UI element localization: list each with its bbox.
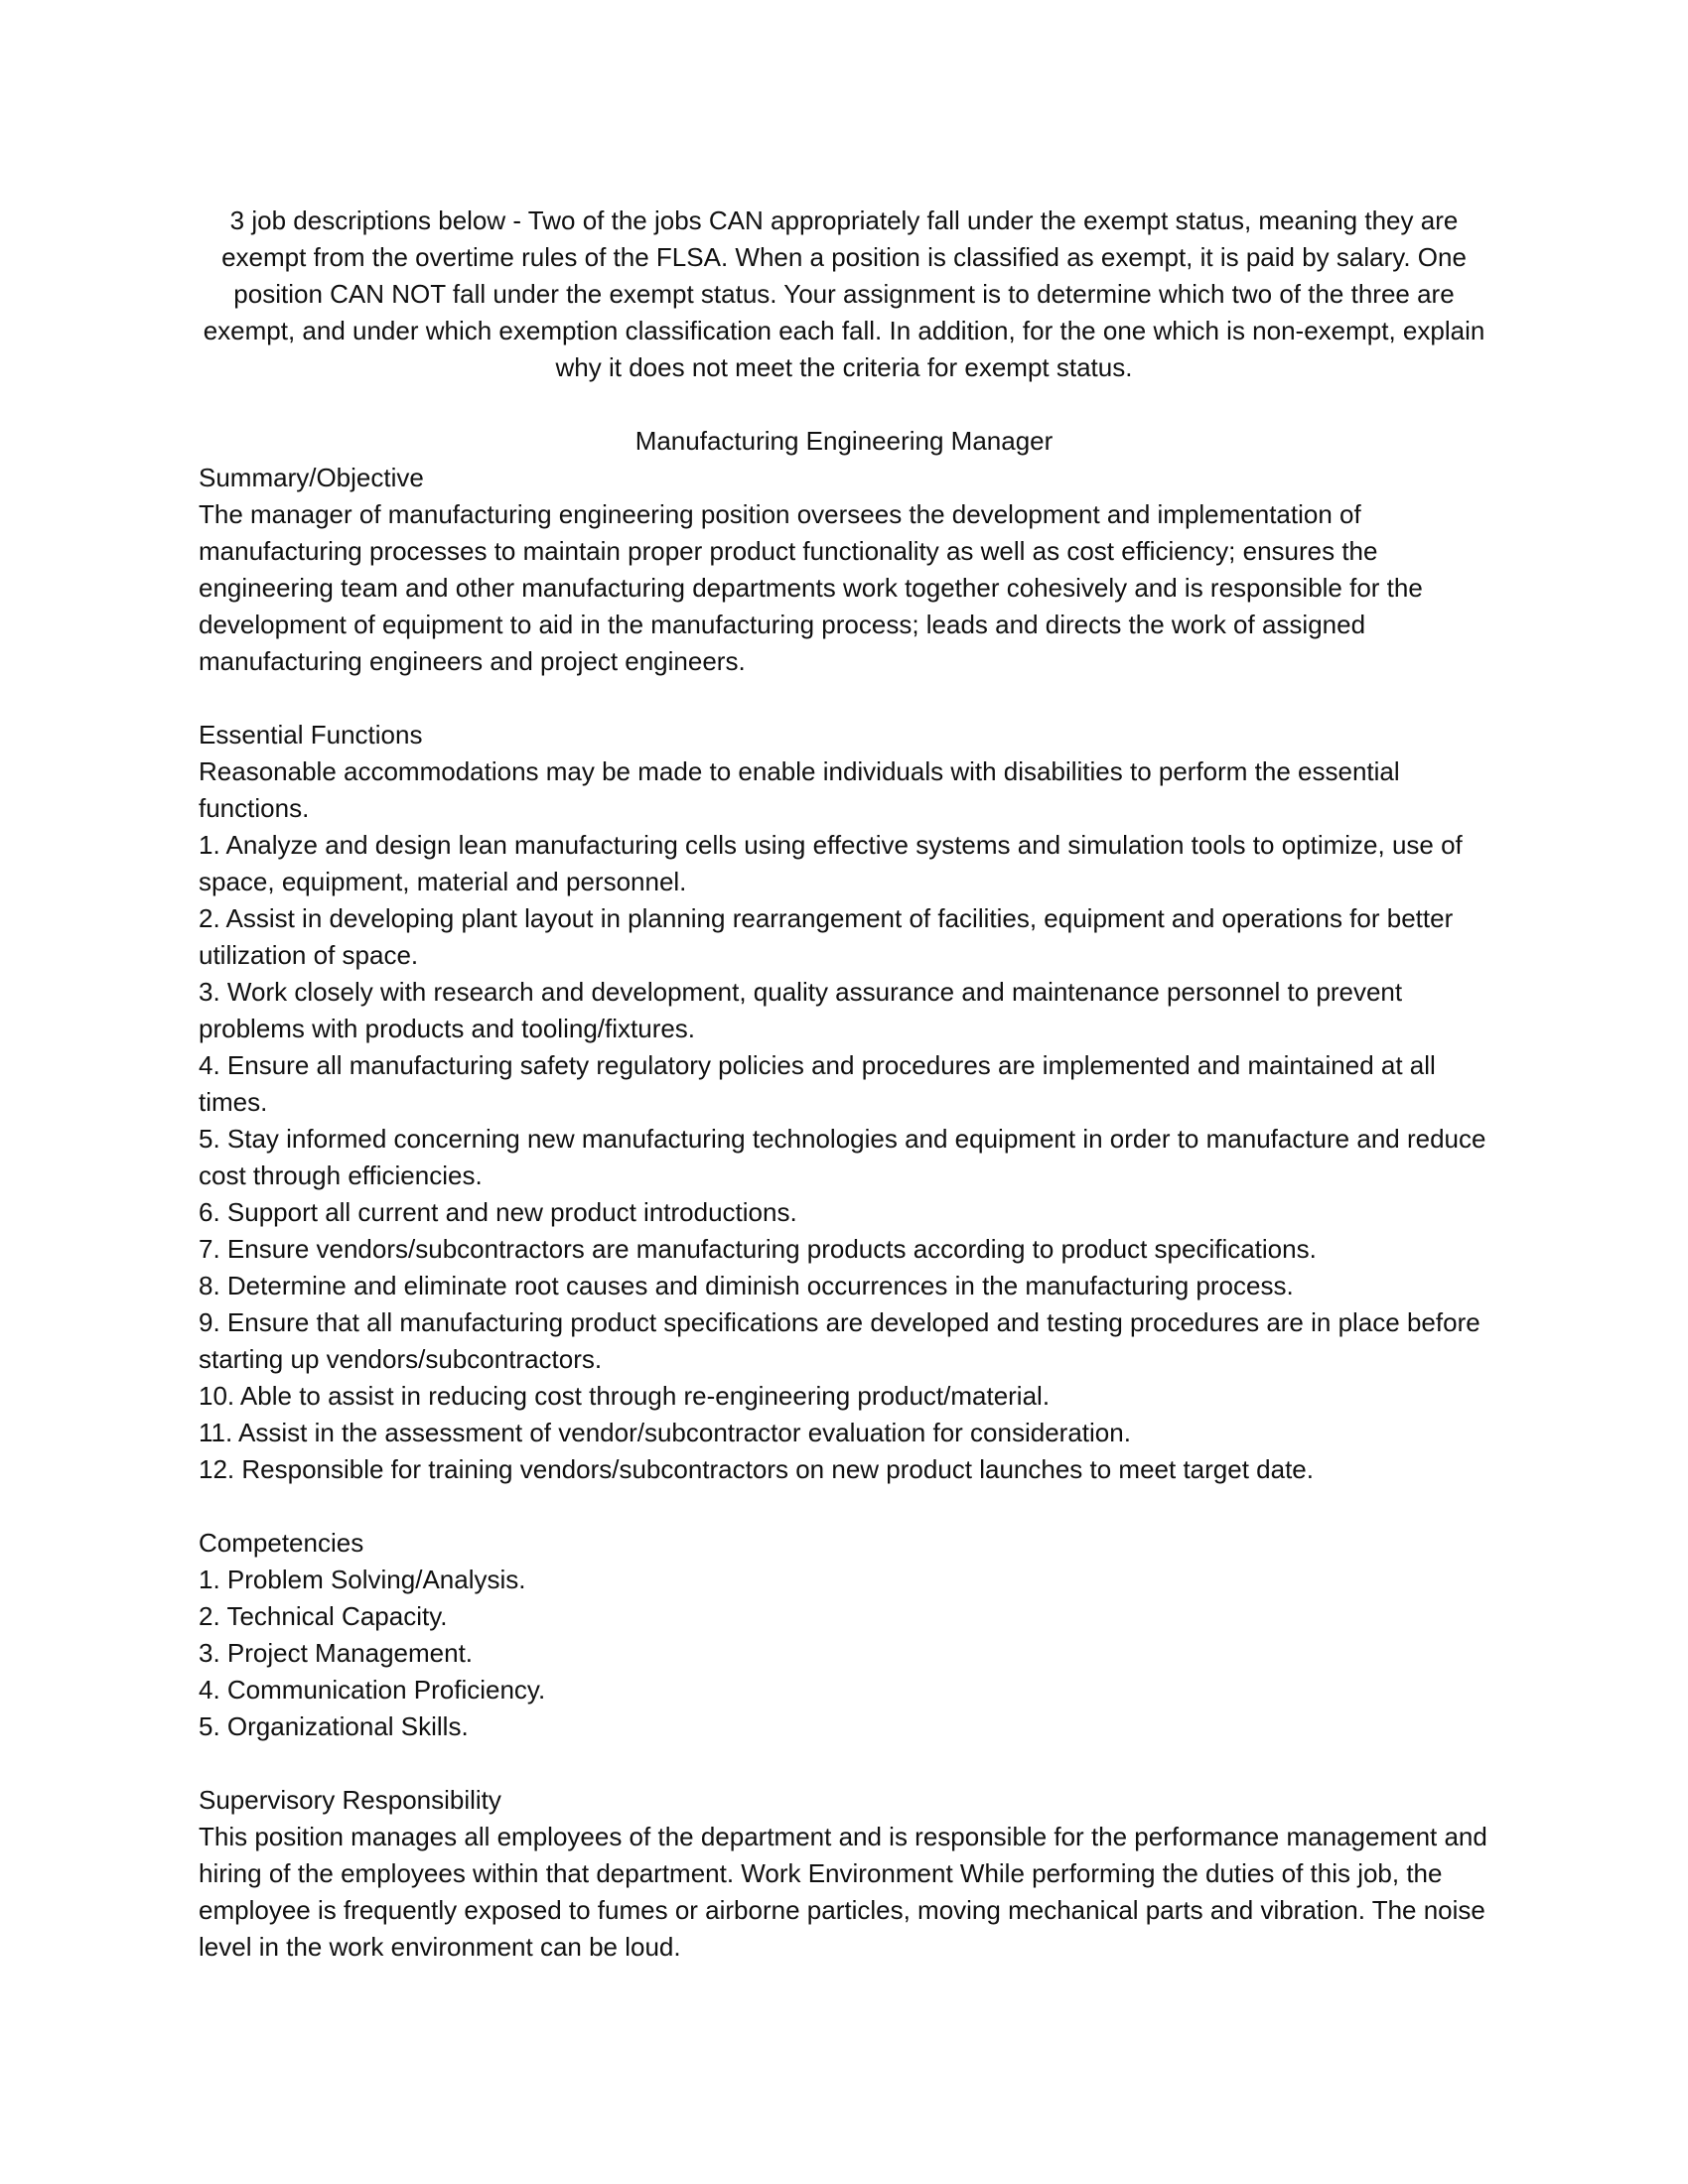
assignment-instructions: 3 job descriptions below - Two of the jobs CAN appropriately fall under the exempt status, meaning they are exempt from the overtime rules of the FLSA. When a position is classified as exempt, it is paid by salary. One position CAN NOT fall under the exempt status. Your assignment is to determine which two of the three are exempt, and under which exemption classification each fall. In addition, for the one which is non-exempt, explain why it does not meet the criteria for exempt status.: [203, 205, 1485, 382]
summary-text: The manager of manufacturing engineering position oversees the development and implementation of manufacturing processes to maintain proper product functionality as well as cost efficiency; ensures the engineering team and other manufacturing departments work together cohesively and is responsible for the development of equipment to aid in the manufacturing process; leads and directs the work of assigned manufacturing engineers and project engineers.: [199, 499, 1423, 676]
list-item: 4. Communication Proficiency.: [199, 1675, 546, 1705]
spacer: [199, 1745, 1489, 1782]
list-item: 12. Responsible for training vendors/subcontractors on new product launches to meet target date.: [199, 1454, 1314, 1484]
list-item: 10. Able to assist in reducing cost through re-engineering product/material.: [199, 1381, 1051, 1411]
competencies-list: [199, 1562, 1489, 1745]
accommodations-note: Reasonable accommodations may be made to enable individuals with disabilities to perform the essential functions.: [199, 756, 1400, 823]
spacer: [199, 1488, 1489, 1525]
summary-heading: Summary/Objective: [199, 463, 424, 492]
list-item: 6. Support all current and new product introductions.: [199, 1197, 797, 1227]
list-item: 3. Work closely with research and development, quality assurance and maintenance personnel to prevent problems with products and tooling/fixtures.: [199, 977, 1403, 1043]
list-item: 5. Organizational Skills.: [199, 1711, 469, 1741]
supervisory-text: This position manages all employees of the department and is responsible for the performance management and hiring of the employees within that department. Work Environment While performing the duties of this job, the employee is frequently exposed to fumes or airborne particles, moving mechanical parts and vibration. The noise level in the work environment can be loud.: [199, 1822, 1487, 1962]
document-page: [199, 203, 1489, 1966]
list-item: 1. Analyze and design lean manufacturing cells using effective systems and simulation tools to optimize, use of space, equipment, material and personnel.: [199, 830, 1463, 896]
spacer: [199, 680, 1489, 717]
supervisory-heading: Supervisory Responsibility: [199, 1785, 501, 1815]
list-item: 2. Technical Capacity.: [199, 1601, 448, 1631]
list-item: 7. Ensure vendors/subcontractors are manufacturing products according to product specifications.: [199, 1234, 1317, 1264]
list-item: 8. Determine and eliminate root causes and diminish occurrences in the manufacturing process.: [199, 1271, 1294, 1300]
list-item: 1. Problem Solving/Analysis.: [199, 1565, 526, 1594]
essential-functions-list: [199, 827, 1489, 1488]
list-item: 4. Ensure all manufacturing safety regulatory policies and procedures are implemented and maintained at all times.: [199, 1050, 1436, 1117]
competencies-heading: Competencies: [199, 1528, 364, 1558]
list-item: 2. Assist in developing plant layout in planning rearrangement of facilities, equipment and operations for better utilization of space.: [199, 903, 1454, 970]
list-item: 5. Stay informed concerning new manufacturing technologies and equipment in order to manufacture and reduce cost through efficiencies.: [199, 1124, 1486, 1190]
list-item: 11. Assist in the assessment of vendor/subcontractor evaluation for consideration.: [199, 1418, 1131, 1447]
essential-functions-heading: Essential Functions: [199, 720, 423, 750]
job-title: Manufacturing Engineering Manager: [634, 426, 1054, 456]
list-item: 3. Project Management.: [199, 1638, 474, 1668]
list-item: 9. Ensure that all manufacturing product specifications are developed and testing procedures are in place before starting up vendors/subcontractors.: [199, 1307, 1480, 1374]
